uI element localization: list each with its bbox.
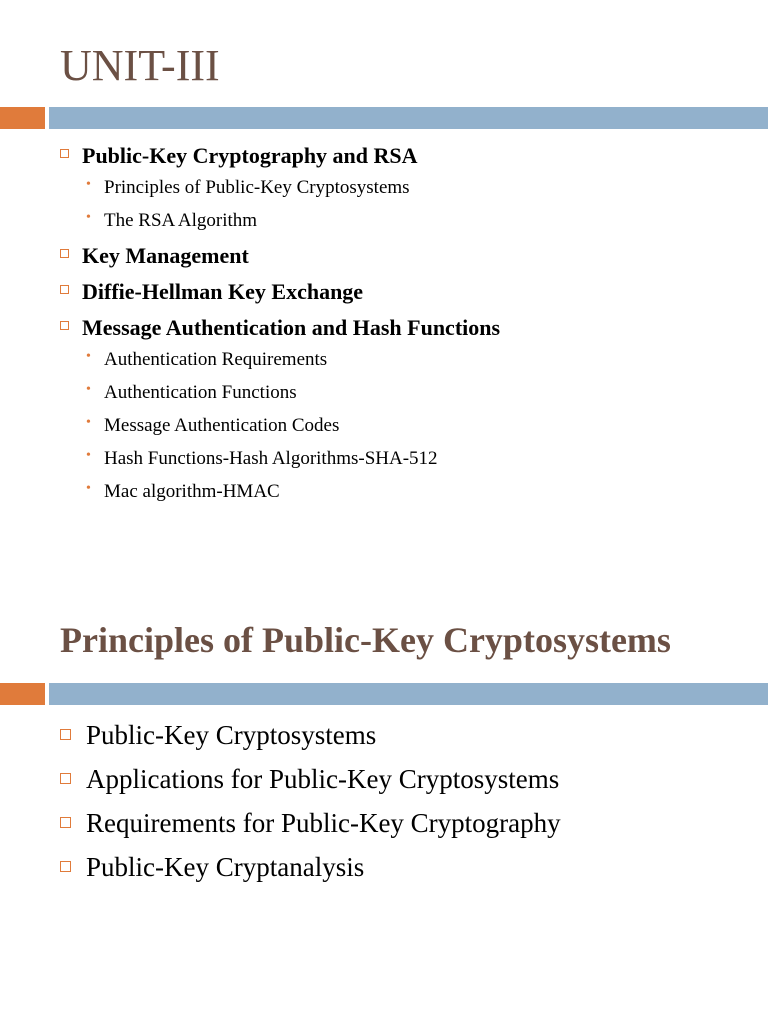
subtopic-label: Authentication Functions — [104, 382, 297, 403]
square-bullet-icon — [60, 773, 71, 784]
subtopic-label: Authentication Requirements — [104, 349, 328, 370]
topic-label: Public-Key Cryptography and RSA — [82, 143, 418, 168]
slide-principles-public-key — [0, 560, 768, 1024]
dot-bullet-icon: • — [86, 349, 91, 364]
subtopic-label: Message Authentication Codes — [104, 415, 340, 436]
topic-list — [60, 718, 748, 894]
square-bullet-icon — [60, 817, 71, 828]
title-bar-accent — [0, 683, 45, 705]
dot-bullet-icon: • — [86, 415, 91, 430]
topic-item — [60, 806, 748, 840]
dot-bullet-icon: • — [86, 177, 91, 192]
topic-item — [60, 850, 748, 884]
topic-item — [60, 313, 748, 505]
topic-label: Diffie-Hellman Key Exchange — [82, 279, 364, 304]
subtopic-item — [82, 380, 748, 406]
subtopic-list — [82, 347, 748, 505]
subtopic-label: Principles of Public-Key Cryptosystems — [104, 177, 410, 198]
dot-bullet-icon: • — [86, 210, 91, 225]
slide-title: Principles of Public-Key Cryptosystems — [60, 620, 671, 660]
subtopic-label: Hash Functions-Hash Algorithms-SHA-512 — [104, 448, 438, 469]
dot-bullet-icon: • — [86, 382, 91, 397]
topic-item — [60, 277, 748, 307]
square-bullet-icon — [60, 249, 69, 258]
subtopic-label: Mac algorithm-HMAC — [104, 481, 280, 502]
topic-item — [60, 762, 748, 796]
title-divider-bar — [0, 683, 768, 705]
topic-label: Key Management — [82, 243, 249, 268]
square-bullet-icon — [60, 285, 69, 294]
square-bullet-icon — [60, 321, 69, 330]
subtopic-item — [82, 347, 748, 373]
topic-label: Applications for Public-Key Cryptosystems — [86, 764, 560, 794]
subtopic-item — [82, 208, 748, 234]
topic-item — [60, 718, 748, 752]
topic-list — [60, 141, 748, 512]
title-bar-band — [49, 683, 768, 705]
subtopic-list — [82, 175, 748, 234]
square-bullet-icon — [60, 861, 71, 872]
topic-item — [60, 141, 748, 234]
topic-label: Public-Key Cryptosystems — [86, 720, 377, 750]
topic-label: Requirements for Public-Key Cryptography — [86, 808, 561, 838]
title-bar-band — [49, 107, 768, 129]
subtopic-item — [82, 446, 748, 472]
square-bullet-icon — [60, 149, 69, 158]
square-bullet-icon — [60, 729, 71, 740]
title-divider-bar — [0, 107, 768, 129]
topic-label: Message Authentication and Hash Functions — [82, 315, 501, 340]
subtopic-item — [82, 175, 748, 201]
subtopic-label: The RSA Algorithm — [104, 210, 258, 231]
topic-item — [60, 241, 748, 271]
title-bar-accent — [0, 107, 45, 129]
subtopic-item — [82, 413, 748, 439]
dot-bullet-icon: • — [86, 481, 91, 496]
slide-title: UNIT-III — [60, 41, 220, 90]
dot-bullet-icon: • — [86, 448, 91, 463]
topic-label: Public-Key Cryptanalysis — [86, 852, 365, 882]
subtopic-item — [82, 479, 748, 505]
